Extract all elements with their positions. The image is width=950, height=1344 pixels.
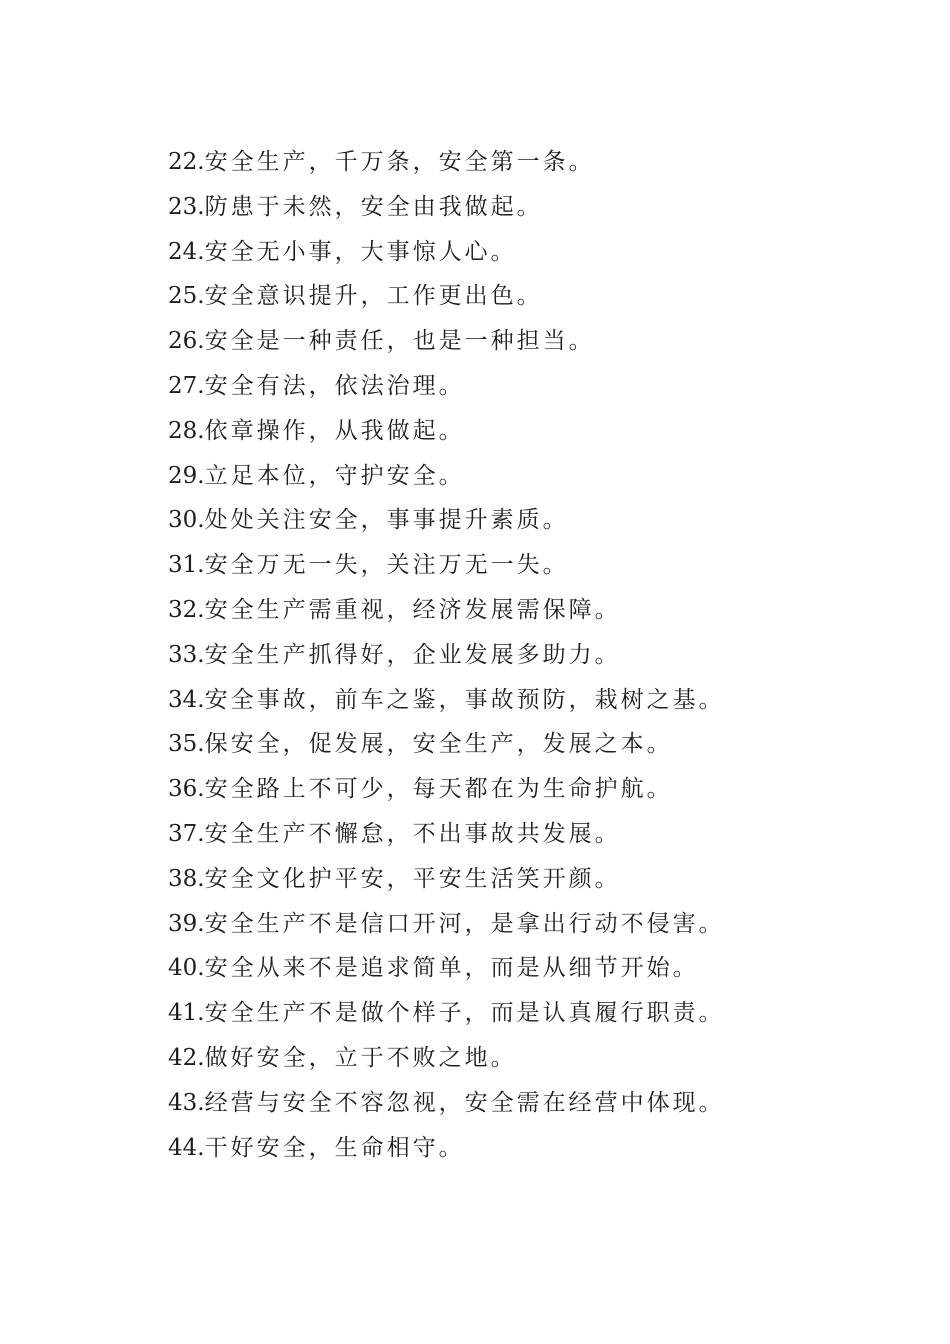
item-number: 44.: [168, 1134, 205, 1161]
item-number: 29.: [168, 462, 205, 489]
item-number: 30.: [168, 507, 205, 534]
list-item: [168, 543, 908, 588]
list-item: [168, 274, 908, 319]
list-item: [168, 767, 908, 812]
item-number: 36.: [168, 776, 205, 803]
item-number: 42.: [168, 1044, 205, 1071]
item-text: 依章操作，从我做起。: [204, 417, 465, 444]
item-text: 防患于未然，安全由我做起。: [204, 193, 543, 220]
item-text: 经营与安全不容忽视，安全需在经营中体现。: [204, 1089, 725, 1116]
item-text: 安全无小事，大事惊人心。: [204, 238, 517, 265]
list-item: [168, 1036, 908, 1081]
list-item: [168, 140, 908, 185]
item-number: 37.: [168, 820, 205, 847]
list-item: [168, 1081, 908, 1126]
item-number: 35.: [168, 731, 205, 758]
item-number: 25.: [168, 283, 205, 310]
item-number: 22.: [168, 149, 205, 175]
list-item: [168, 812, 908, 857]
item-number: 39.: [168, 910, 205, 937]
item-number: 27.: [168, 372, 205, 399]
item-number: 41.: [168, 1000, 205, 1027]
item-text: 安全生产不是信口开河，是拿出行动不侵害。: [204, 910, 725, 937]
item-text: 安全有法，依法治理。: [204, 372, 465, 399]
item-text: 安全生产抓得好，企业发展多助力。: [204, 641, 621, 668]
item-number: 40.: [168, 955, 205, 982]
item-number: 24.: [168, 238, 205, 265]
list-item: [168, 364, 908, 409]
item-number: 32.: [168, 596, 205, 623]
list-item: [168, 857, 908, 902]
item-text: 安全从来不是追求简单，而是从细节开始。: [204, 955, 699, 982]
item-number: 31.: [168, 552, 205, 579]
item-text: 安全是一种责任，也是一种担当。: [204, 328, 595, 355]
item-number: 38.: [168, 865, 205, 892]
item-text: 保安全，促发展，安全生产，发展之本。: [204, 731, 673, 758]
list-item: [168, 678, 908, 723]
item-text: 立足本位，守护安全。: [204, 462, 465, 489]
list-item: [168, 454, 908, 499]
item-text: 安全万无一失，关注万无一失。: [204, 552, 569, 579]
list-item: [168, 1126, 908, 1171]
item-text: 安全生产，千万条，安全第一条。: [204, 149, 595, 175]
item-number: 26.: [168, 328, 205, 355]
item-number: 34.: [168, 686, 205, 713]
slogan-list: [168, 140, 908, 1170]
item-number: 28.: [168, 417, 205, 444]
item-text: 处处关注安全，事事提升素质。: [204, 507, 569, 534]
list-item: [168, 498, 908, 543]
list-item: [168, 185, 908, 230]
item-text: 安全生产需重视，经济发展需保障。: [204, 596, 621, 623]
item-text: 安全生产不是做个样子，而是认真履行职责。: [204, 1000, 725, 1027]
list-item: [168, 991, 908, 1036]
list-item: [168, 588, 908, 633]
item-number: 43.: [168, 1089, 205, 1116]
list-item: [168, 633, 908, 678]
list-item: [168, 409, 908, 454]
item-text: 安全意识提升，工作更出色。: [204, 283, 543, 310]
item-text: 安全生产不懈怠，不出事故共发展。: [204, 820, 621, 847]
list-item: [168, 946, 908, 991]
item-text: 安全路上不可少，每天都在为生命护航。: [204, 776, 673, 803]
list-item: [168, 230, 908, 275]
list-item: [168, 319, 908, 364]
item-text: 安全文化护平安，平安生活笑开颜。: [204, 865, 621, 892]
item-text: 安全事故，前车之鉴，事故预防，栽树之基。: [204, 686, 725, 713]
item-text: 干好安全，生命相守。: [204, 1134, 465, 1161]
item-number: 23.: [168, 193, 205, 220]
list-item: [168, 902, 908, 947]
list-item: [168, 722, 908, 767]
item-number: 33.: [168, 641, 205, 668]
item-text: 做好安全，立于不败之地。: [204, 1044, 517, 1071]
